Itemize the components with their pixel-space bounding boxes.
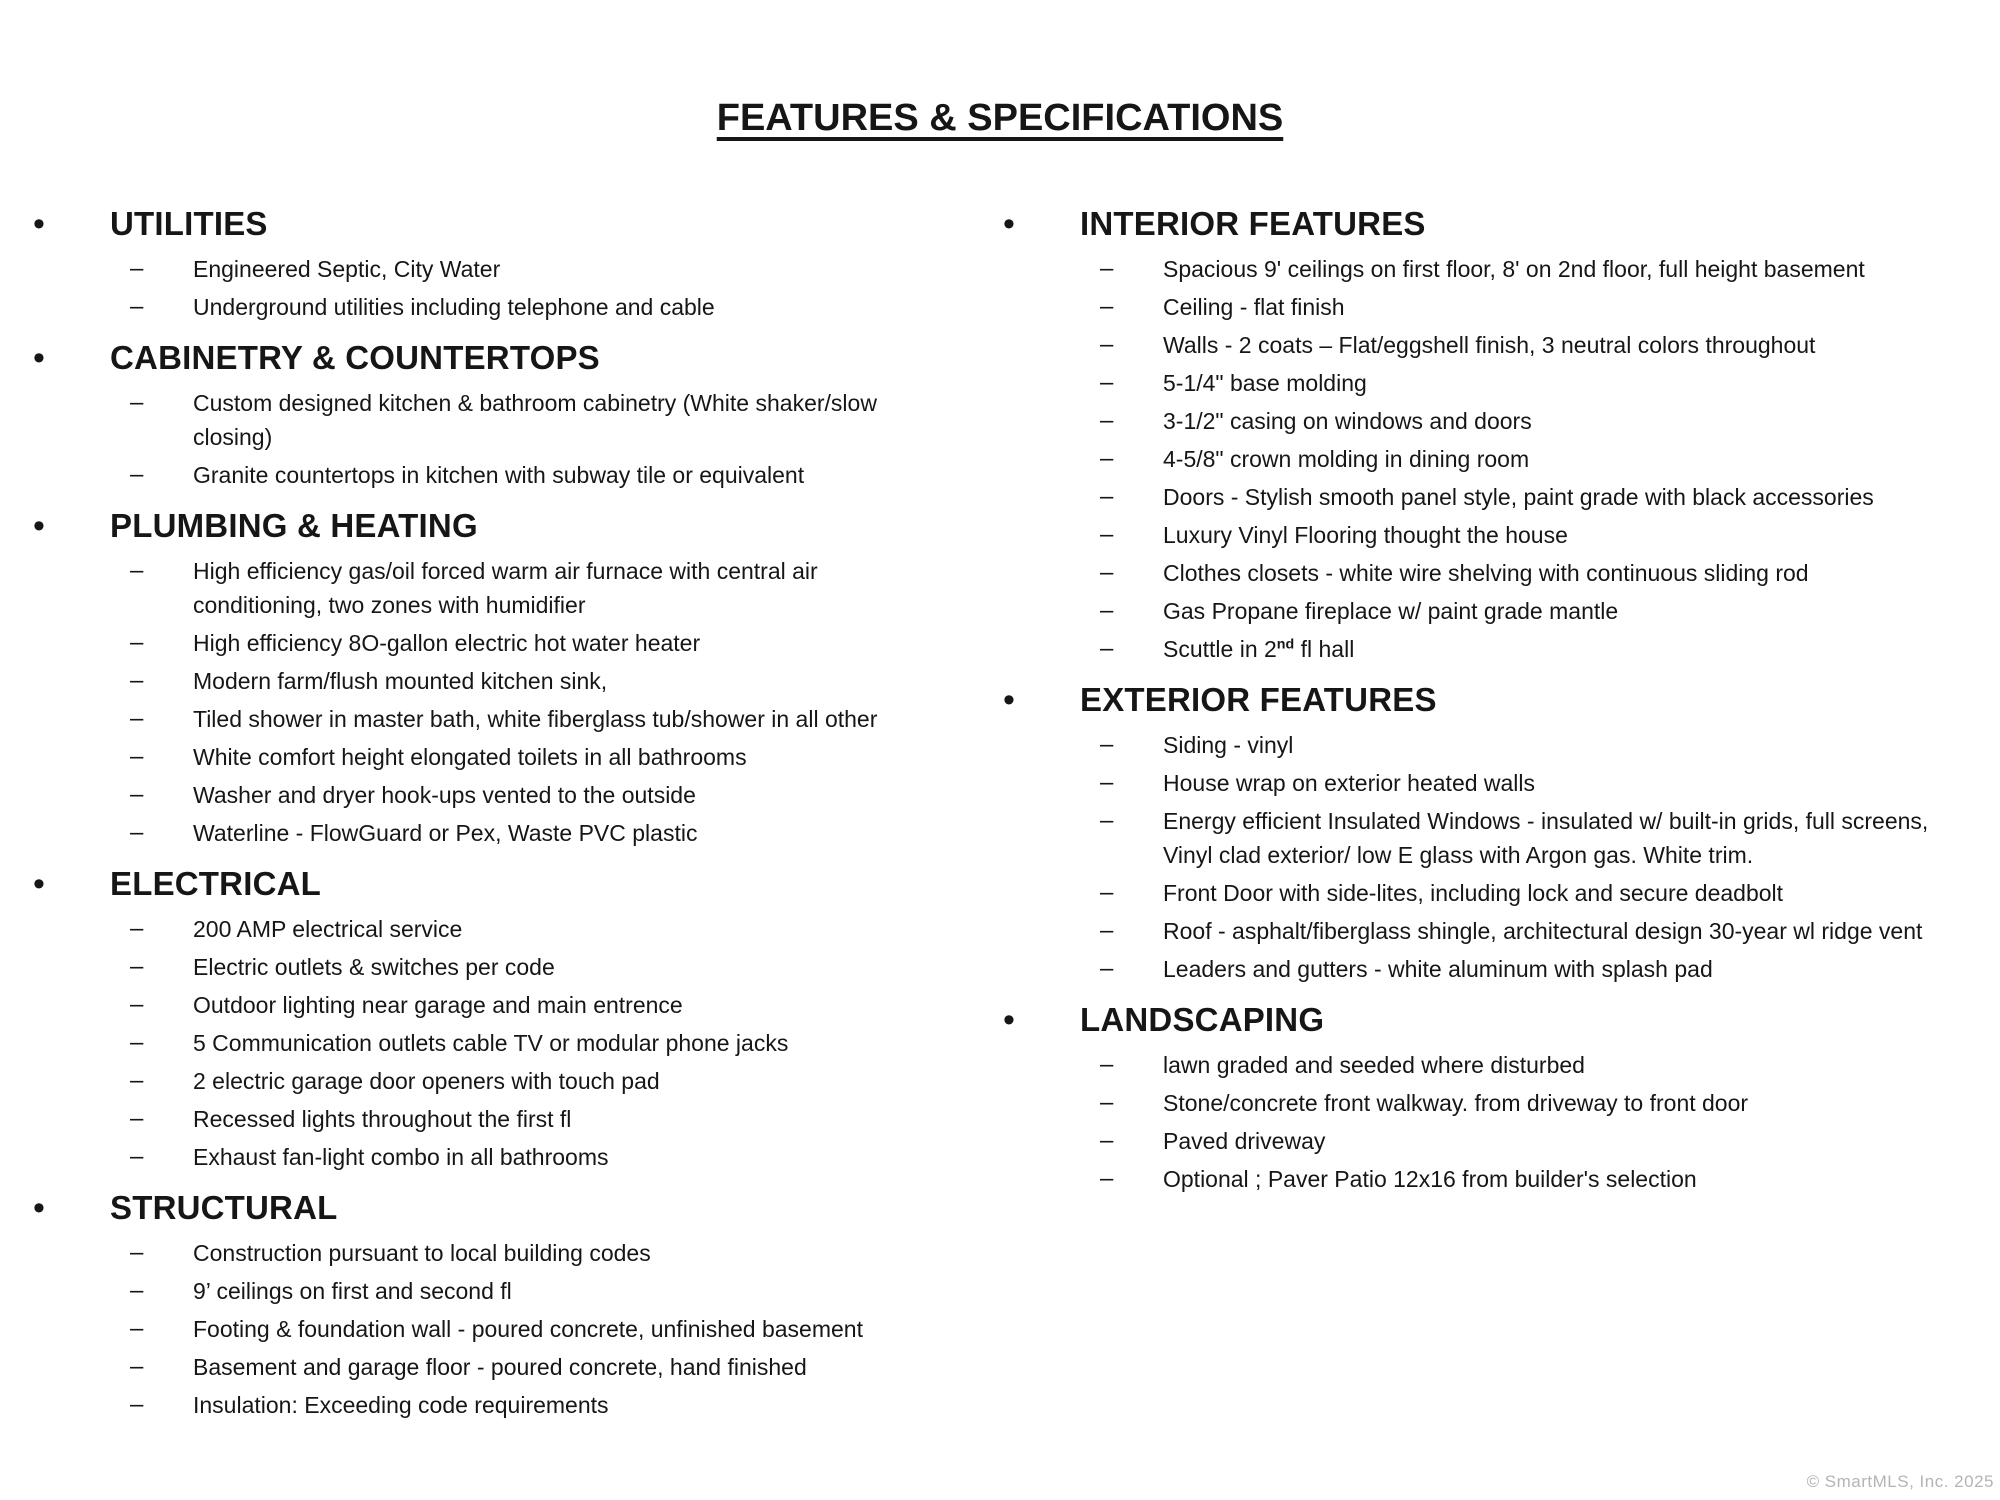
section-electrical	[33, 862, 970, 1174]
feature-item-text: Ceiling - flat finish	[1163, 294, 1345, 320]
bullet-icon: •	[33, 205, 45, 243]
feature-item-text: Roof - asphalt/fiberglass shingle, architectural design 30-year wl ridge vent	[1163, 918, 1923, 944]
feature-item-text: Exhaust fan-light combo in all bathrooms	[193, 1144, 609, 1170]
feature-item-text: Basement and garage floor - poured concrete, hand finished	[193, 1354, 807, 1380]
feature-item-text: Optional ; Paver Patio 12x16 from builder's selection	[1163, 1166, 1697, 1192]
feature-item	[130, 1274, 970, 1308]
dash-icon: –	[1100, 597, 1114, 624]
column-left	[0, 202, 970, 1426]
dash-icon: –	[130, 629, 144, 656]
dash-icon: –	[130, 557, 144, 584]
feature-item-text: Leaders and gutters - white aluminum with splash pad	[1163, 956, 1713, 982]
feature-item	[130, 988, 970, 1022]
feature-item-text: Front Door with side-lites, including lock and secure deadbolt	[1163, 880, 1784, 906]
feature-list	[1003, 252, 2000, 666]
feature-item	[1100, 328, 2000, 362]
columns-container	[0, 202, 2000, 1426]
feature-item	[1100, 1162, 2000, 1196]
section-plumbing-heating	[33, 504, 970, 850]
section-heading: EXTERIOR FEATURES	[1080, 681, 1437, 718]
dash-icon: –	[1100, 731, 1114, 758]
dash-icon: –	[1100, 917, 1114, 944]
bullet-icon: •	[1003, 1001, 1015, 1039]
feature-item	[130, 252, 970, 286]
feature-item	[1100, 952, 2000, 986]
dash-icon: –	[130, 461, 144, 488]
dash-icon: –	[130, 1353, 144, 1380]
bullet-icon: •	[1003, 205, 1015, 243]
feature-item-text: High efficiency 8O-gallon electric hot water heater	[193, 630, 701, 656]
dash-icon: –	[1100, 407, 1114, 434]
feature-item	[130, 664, 970, 698]
feature-item	[130, 1140, 970, 1174]
dash-icon: –	[1100, 1089, 1114, 1116]
feature-list	[1003, 728, 2000, 986]
feature-item-text: 3-1/2" casing on windows and doors	[1163, 408, 1532, 434]
section-header	[1003, 998, 2000, 1042]
dash-icon: –	[1100, 445, 1114, 472]
feature-item	[1100, 914, 2000, 948]
feature-item-text: 9’ ceilings on first and second fl	[193, 1278, 512, 1304]
feature-item	[1100, 290, 2000, 324]
dash-icon: –	[1100, 955, 1114, 982]
section-heading: INTERIOR FEATURES	[1080, 205, 1426, 242]
feature-item	[1100, 766, 2000, 800]
dash-icon: –	[1100, 1127, 1114, 1154]
dash-icon: –	[130, 293, 144, 320]
dash-icon: –	[1100, 769, 1114, 796]
dash-icon: –	[130, 255, 144, 282]
feature-item	[1100, 480, 2000, 514]
section-heading: CABINETRY & COUNTERTOPS	[110, 339, 600, 376]
dash-icon: –	[130, 1239, 144, 1266]
feature-item-text: Stone/concrete front walkway. from driveway to front door	[1163, 1090, 1749, 1116]
dash-icon: –	[130, 819, 144, 846]
dash-icon: –	[1100, 521, 1114, 548]
feature-item-text: lawn graded and seeded where disturbed	[1163, 1052, 1585, 1078]
page-title-text: FEATURES & SPECIFICATIONS	[716, 97, 1284, 139]
feature-item	[130, 1102, 970, 1136]
column-right	[970, 202, 2000, 1200]
dash-icon: –	[1100, 635, 1114, 662]
section-utilities	[33, 202, 970, 324]
feature-item	[130, 1026, 970, 1060]
bullet-icon: •	[1003, 681, 1015, 719]
feature-item-text: High efficiency gas/oil forced warm air furnace with central air conditioning, two zones with humidifier	[193, 558, 818, 618]
section-heading: STRUCTURAL	[110, 1189, 338, 1226]
feature-item	[1100, 1048, 2000, 1082]
section-header	[1003, 202, 2000, 246]
feature-item	[130, 1350, 970, 1384]
feature-item	[130, 386, 970, 454]
bullet-icon: •	[33, 339, 45, 377]
feature-item-text: Washer and dryer hook-ups vented to the outside	[193, 782, 696, 808]
section-cabinetry-countertops	[33, 336, 970, 492]
feature-item-text: Insulation: Exceeding code requirements	[193, 1392, 609, 1418]
feature-item	[130, 1388, 970, 1422]
feature-item	[1100, 594, 2000, 628]
dash-icon: –	[130, 1315, 144, 1342]
feature-item	[1100, 556, 2000, 590]
section-header	[33, 504, 970, 548]
dash-icon: –	[1100, 1051, 1114, 1078]
feature-item-text: Custom designed kitchen & bathroom cabinetry (White shaker/slow closing)	[193, 390, 877, 450]
feature-item-text: Engineered Septic, City Water	[193, 256, 501, 282]
dash-icon: –	[1100, 331, 1114, 358]
section-structural	[33, 1186, 970, 1422]
section-heading: ELECTRICAL	[110, 865, 321, 902]
feature-item	[1100, 1124, 2000, 1158]
dash-icon: –	[130, 389, 144, 416]
watermark: © SmartMLS, Inc. 2025	[1806, 1472, 1994, 1491]
bullet-icon: •	[33, 865, 45, 903]
section-heading: PLUMBING & HEATING	[110, 507, 478, 544]
feature-list	[33, 386, 970, 492]
feature-item-text: Walls - 2 coats – Flat/eggshell finish, 3 neutral colors throughout	[1163, 332, 1816, 358]
feature-item-text: Energy efficient Insulated Windows - insulated w/ built-in grids, full screens, Vinyl clad exterior/ low E glass with Argon gas. White trim.	[1163, 808, 1929, 868]
page-title	[0, 0, 2000, 140]
bullet-icon: •	[33, 1189, 45, 1227]
feature-item	[1100, 632, 2000, 666]
feature-item-text: Electric outlets & switches per code	[193, 954, 555, 980]
feature-item-text: Construction pursuant to local building codes	[193, 1240, 651, 1266]
dash-icon: –	[1100, 255, 1114, 282]
dash-icon: –	[130, 1143, 144, 1170]
section-header	[33, 202, 970, 246]
feature-item	[130, 950, 970, 984]
dash-icon: –	[1100, 483, 1114, 510]
section-header	[33, 336, 970, 380]
feature-item	[130, 778, 970, 812]
feature-item-text: Gas Propane fireplace w/ paint grade mantle	[1163, 598, 1619, 624]
feature-list	[33, 912, 970, 1174]
dash-icon: –	[1100, 1165, 1114, 1192]
dash-icon: –	[1100, 879, 1114, 906]
bullet-icon: •	[33, 507, 45, 545]
dash-icon: –	[130, 953, 144, 980]
dash-icon: –	[1100, 369, 1114, 396]
feature-item-text: Paved driveway	[1163, 1128, 1326, 1154]
feature-item-text: Tiled shower in master bath, white fiberglass tub/shower in all other	[193, 706, 878, 732]
feature-item	[1100, 252, 2000, 286]
feature-list	[33, 554, 970, 850]
feature-item-text: Scuttle in 2nd fl hall	[1163, 636, 1355, 662]
dash-icon: –	[130, 781, 144, 808]
feature-item-text: White comfort height elongated toilets in all bathrooms	[193, 744, 747, 770]
dash-icon: –	[130, 705, 144, 732]
feature-item-text: 4-5/8" crown molding in dining room	[1163, 446, 1530, 472]
feature-item	[1100, 518, 2000, 552]
feature-item	[130, 554, 970, 622]
feature-item	[1100, 728, 2000, 762]
feature-list	[33, 1236, 970, 1422]
feature-item-text: Footing & foundation wall - poured concrete, unfinished basement	[193, 1316, 863, 1342]
dash-icon: –	[130, 1391, 144, 1418]
section-header	[1003, 678, 2000, 722]
feature-item	[130, 1312, 970, 1346]
feature-item-text: Outdoor lighting near garage and main entrence	[193, 992, 683, 1018]
feature-item	[130, 702, 970, 736]
dash-icon: –	[130, 667, 144, 694]
feature-list	[33, 252, 970, 324]
feature-item	[130, 816, 970, 850]
feature-item-text: 5 Communication outlets cable TV or modular phone jacks	[193, 1030, 789, 1056]
dash-icon: –	[1100, 807, 1114, 834]
feature-item-text: 5-1/4" base molding	[1163, 370, 1367, 396]
feature-item	[130, 1064, 970, 1098]
section-header	[33, 862, 970, 906]
dash-icon: –	[1100, 293, 1114, 320]
section-heading: LANDSCAPING	[1080, 1001, 1325, 1038]
dash-icon: –	[1100, 559, 1114, 586]
feature-item	[130, 740, 970, 774]
section-exterior-features	[1003, 678, 2000, 986]
feature-item-text: Underground utilities including telephone and cable	[193, 294, 715, 320]
feature-item-text: Luxury Vinyl Flooring thought the house	[1163, 522, 1568, 548]
feature-item-text: Clothes closets - white wire shelving with continuous sliding rod	[1163, 560, 1809, 586]
feature-item-text: Modern farm/flush mounted kitchen sink,	[193, 668, 608, 694]
feature-list	[1003, 1048, 2000, 1196]
feature-item	[130, 626, 970, 660]
dash-icon: –	[130, 991, 144, 1018]
dash-icon: –	[130, 1105, 144, 1132]
feature-item-text: Recessed lights throughout the first fl	[193, 1106, 572, 1132]
feature-item-text: 200 AMP electrical service	[193, 916, 463, 942]
dash-icon: –	[130, 743, 144, 770]
dash-icon: –	[130, 1029, 144, 1056]
feature-item-text: Spacious 9' ceilings on first floor, 8' on 2nd floor, full height basement	[1163, 256, 1865, 282]
feature-item-text: House wrap on exterior heated walls	[1163, 770, 1536, 796]
dash-icon: –	[130, 915, 144, 942]
feature-item	[130, 458, 970, 492]
feature-item	[1100, 804, 2000, 872]
feature-item	[130, 912, 970, 946]
section-heading: UTILITIES	[110, 205, 268, 242]
feature-item	[1100, 1086, 2000, 1120]
section-landscaping	[1003, 998, 2000, 1196]
section-header	[33, 1186, 970, 1230]
feature-item-text: Doors - Stylish smooth panel style, paint grade with black accessories	[1163, 484, 1874, 510]
feature-item	[130, 290, 970, 324]
feature-item-text: Siding - vinyl	[1163, 732, 1294, 758]
feature-item-text: Granite countertops in kitchen with subway tile or equivalent	[193, 462, 805, 488]
feature-item	[1100, 366, 2000, 400]
dash-icon: –	[130, 1277, 144, 1304]
feature-item	[1100, 442, 2000, 476]
feature-item	[130, 1236, 970, 1270]
feature-item-text: Waterline - FlowGuard or Pex, Waste PVC plastic	[193, 820, 698, 846]
dash-icon: –	[130, 1067, 144, 1094]
feature-item	[1100, 404, 2000, 438]
feature-item-text: 2 electric garage door openers with touch pad	[193, 1068, 660, 1094]
feature-item	[1100, 876, 2000, 910]
section-interior-features	[1003, 202, 2000, 666]
